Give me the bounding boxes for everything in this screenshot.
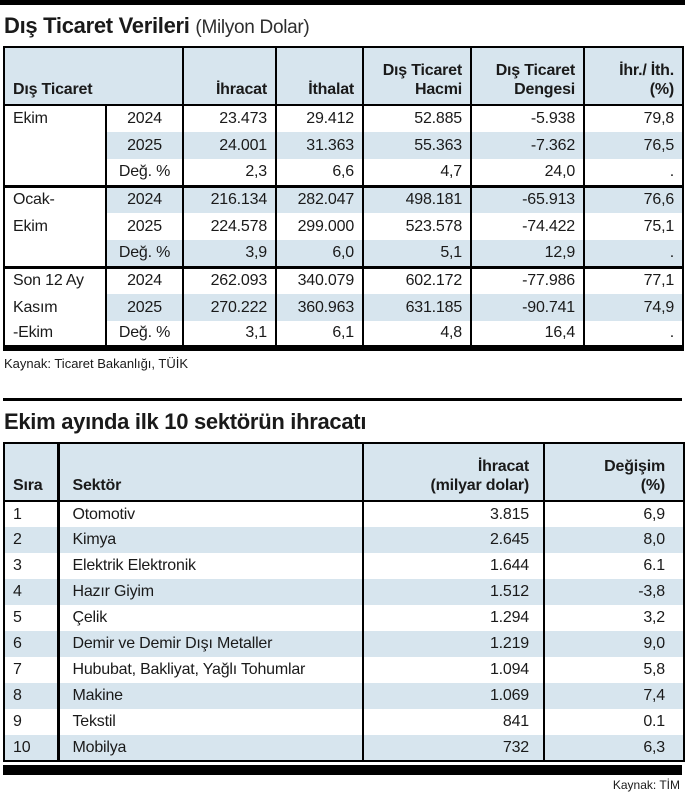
sector-cell: Tekstil xyxy=(58,709,363,735)
sector-table-row xyxy=(4,527,684,553)
year-cell: 2025 xyxy=(106,213,183,240)
top-rule xyxy=(0,0,685,5)
sector-table-row xyxy=(4,657,684,683)
period-cell: Ekim xyxy=(4,105,106,132)
trade-table-title xyxy=(4,13,681,39)
sector-table-row xyxy=(4,605,684,631)
rank-cell: 4 xyxy=(4,579,58,605)
value-cell: -7.362 xyxy=(471,132,584,159)
trade-table-row xyxy=(4,294,683,321)
sector-table-body xyxy=(4,501,684,761)
year-cell: Değ. % xyxy=(106,321,183,348)
value-cell: 29.412 xyxy=(276,105,363,132)
sector-table-row xyxy=(4,735,684,761)
value-cell: 52.885 xyxy=(363,105,471,132)
rank-cell: 2 xyxy=(4,527,58,553)
sector-cell: Hububat, Bakliyat, Yağlı Tohumlar xyxy=(58,657,363,683)
sector-cell: Makine xyxy=(58,683,363,709)
export-cell: 2.645 xyxy=(363,527,544,553)
value-cell: 340.079 xyxy=(276,267,363,294)
export-cell: 1.219 xyxy=(363,631,544,657)
change-cell: -3,8 xyxy=(544,579,684,605)
value-cell: 24.001 xyxy=(183,132,276,159)
value-cell: . xyxy=(584,321,683,348)
value-cell: 76,6 xyxy=(584,186,683,213)
section-divider-rule xyxy=(3,398,682,401)
rank-cell: 5 xyxy=(13,609,22,626)
value-cell: 5,1 xyxy=(363,240,471,267)
value-cell: 12,9 xyxy=(471,240,584,267)
value-cell: 74,9 xyxy=(584,294,683,321)
rank-cell: 7 xyxy=(13,661,22,678)
header-hacim: Dış Ticaret Hacmi xyxy=(363,47,471,105)
rank-cell: 9 xyxy=(13,713,22,730)
change-cell: 3,2 xyxy=(544,605,684,631)
trade-table-body xyxy=(4,105,683,348)
export-cell: 1.069 xyxy=(363,683,544,709)
value-cell: -65.913 xyxy=(471,186,584,213)
period-cell: Kasım xyxy=(4,294,106,321)
period-cell xyxy=(4,240,106,267)
sector-table-row xyxy=(4,683,684,709)
value-cell: 31.363 xyxy=(276,132,363,159)
value-cell: 23.473 xyxy=(183,105,276,132)
value-cell: 24,0 xyxy=(471,159,584,186)
export-cell: 732 xyxy=(363,735,544,761)
value-cell: -5.938 xyxy=(471,105,584,132)
value-cell: 79,8 xyxy=(584,105,683,132)
value-cell: 216.134 xyxy=(183,186,276,213)
value-cell: -74.422 xyxy=(471,213,584,240)
period-cell xyxy=(4,159,106,186)
trade-table-row xyxy=(4,321,683,348)
value-cell: 77,1 xyxy=(584,267,683,294)
value-cell: 224.578 xyxy=(183,213,276,240)
sector-cell: Hazır Giyim xyxy=(58,579,363,605)
sector-cell: Elektrik Elektronik xyxy=(58,553,363,579)
value-cell: 75,1 xyxy=(584,213,683,240)
sector-cell: Çelik xyxy=(58,605,363,631)
header-degisim: Değişim (%) xyxy=(544,443,684,501)
value-cell: 16,4 xyxy=(471,321,584,348)
page-content xyxy=(0,13,685,792)
value-cell: 2,3 xyxy=(183,159,276,186)
sector-cell: Mobilya xyxy=(58,735,363,761)
year-cell: 2025 xyxy=(106,294,183,321)
rank-cell: 6 xyxy=(4,631,58,657)
change-cell: 5,8 xyxy=(544,657,684,683)
change-cell: 9,0 xyxy=(544,631,684,657)
value-cell: . xyxy=(584,240,683,267)
header-ihracat: İhracat xyxy=(183,47,276,105)
value-cell: 602.172 xyxy=(363,267,471,294)
value-cell: 523.578 xyxy=(363,213,471,240)
trade-table xyxy=(3,46,684,351)
sector-cell: Demir ve Demir Dışı Metaller xyxy=(58,631,363,657)
value-cell: 282.047 xyxy=(276,186,363,213)
sector-table-header xyxy=(4,443,684,501)
sector-cell: Otomotiv xyxy=(58,501,363,527)
value-cell: 299.000 xyxy=(276,213,363,240)
value-cell: 6,0 xyxy=(276,240,363,267)
change-cell: 6,9 xyxy=(544,501,684,527)
sector-table-row xyxy=(4,553,684,579)
header-sira: Sıra xyxy=(4,443,58,501)
period-cell xyxy=(4,132,106,159)
value-cell: 3,1 xyxy=(183,321,276,348)
trade-table-row xyxy=(4,240,683,267)
export-cell: 841 xyxy=(363,709,544,735)
change-cell: 0.1 xyxy=(544,709,684,735)
trade-table-row xyxy=(4,105,683,132)
sector-table-row xyxy=(4,579,684,605)
year-cell: 2025 xyxy=(106,132,183,159)
value-cell: 498.181 xyxy=(363,186,471,213)
export-cell: 3.815 xyxy=(363,501,544,527)
value-cell: 55.363 xyxy=(363,132,471,159)
value-cell: 6,6 xyxy=(276,159,363,186)
trade-table-row xyxy=(4,267,683,294)
header-sektor: Sektör xyxy=(58,443,363,501)
value-cell: -90.741 xyxy=(471,294,584,321)
export-cell: 1.294 xyxy=(363,605,544,631)
value-cell: 270.222 xyxy=(183,294,276,321)
sector-table-title: Ekim ayında ilk 10 sektörün ihracatı xyxy=(4,409,367,434)
value-cell: 631.185 xyxy=(363,294,471,321)
export-cell: 1.512 xyxy=(363,579,544,605)
trade-table-row xyxy=(4,159,683,186)
sector-table-row xyxy=(4,631,684,657)
year-cell: Değ. % xyxy=(106,159,183,186)
period-cell: -Ekim xyxy=(4,321,106,348)
bottom-rule xyxy=(3,765,682,775)
header-denge: Dış Ticaret Dengesi xyxy=(471,47,584,105)
sector-table xyxy=(3,442,685,762)
value-cell: 4,8 xyxy=(363,321,471,348)
change-cell: 6,3 xyxy=(544,735,684,761)
year-cell: 2024 xyxy=(106,267,183,294)
trade-table-source: Kaynak: Ticaret Bakanlığı, TÜİK xyxy=(4,356,189,371)
rank-cell: 8 xyxy=(4,683,58,709)
sector-table-row xyxy=(4,501,684,527)
value-cell: 262.093 xyxy=(183,267,276,294)
export-cell: 1.644 xyxy=(363,553,544,579)
export-cell: 1.094 xyxy=(363,657,544,683)
header-sector-ihracat: İhracat (milyar dolar) xyxy=(363,443,544,501)
period-cell: Ekim xyxy=(4,213,106,240)
trade-table-row xyxy=(4,213,683,240)
period-cell: Son 12 Ay xyxy=(4,267,106,294)
header-ithalat: İthalat xyxy=(276,47,363,105)
trade-table-row xyxy=(4,132,683,159)
change-cell: 7,4 xyxy=(544,683,684,709)
period-cell: Ocak- xyxy=(4,186,106,213)
rank-cell: 3 xyxy=(13,557,22,574)
year-cell: 2024 xyxy=(106,105,183,132)
change-cell: 6.1 xyxy=(544,553,684,579)
trade-table-title-text: Dış Ticaret Verileri xyxy=(4,13,190,38)
value-cell: 76,5 xyxy=(584,132,683,159)
value-cell: 3,9 xyxy=(183,240,276,267)
value-cell: . xyxy=(584,159,683,186)
rank-cell: 1 xyxy=(13,505,22,523)
change-cell: 8,0 xyxy=(544,527,684,553)
trade-table-row xyxy=(4,186,683,213)
year-cell: 2024 xyxy=(106,186,183,213)
trade-table-title-unit: (Milyon Dolar) xyxy=(195,17,310,38)
year-cell: Değ. % xyxy=(106,240,183,267)
value-cell: 4,7 xyxy=(363,159,471,186)
sector-table-source: Kaynak: TİM xyxy=(612,778,680,792)
sector-cell: Kimya xyxy=(58,527,363,553)
value-cell: 360.963 xyxy=(276,294,363,321)
value-cell: -77.986 xyxy=(471,267,584,294)
rank-cell: 10 xyxy=(4,735,58,761)
sector-table-row xyxy=(4,709,684,735)
header-dis-ticaret: Dış Ticaret xyxy=(4,47,183,105)
trade-table-header xyxy=(4,47,683,105)
value-cell: 6,1 xyxy=(276,321,363,348)
header-oran: İhr./ İth. (%) xyxy=(584,47,683,105)
